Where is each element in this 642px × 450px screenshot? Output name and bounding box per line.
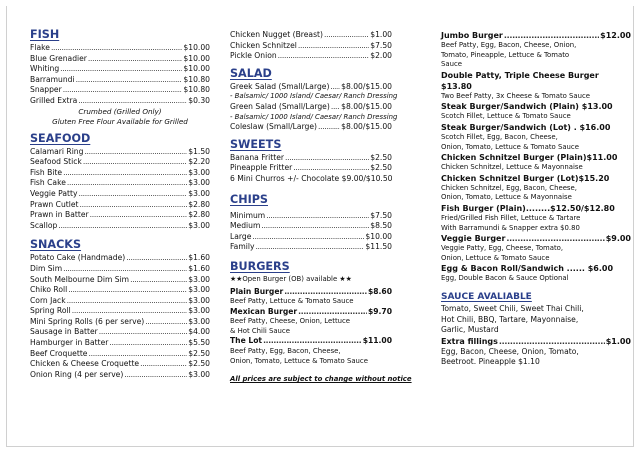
menu-item-name: Steak Burger/Sandwich (Lot) . $16.00 [441,122,611,132]
menu-item: Blue Grenadier ..... $10.00 [30,54,210,65]
menu-item: Fish Cake ..... $3.00 [30,178,210,189]
menu-item: Family ..... $11.50 [230,242,392,253]
menu-item: Chicken & Cheese Croquette ..... $2.50 [30,359,210,370]
menu-item-name: Double Patty, Triple Cheese Burger [441,70,599,80]
menu-item: Barramundi ..... $10.80 [30,75,210,86]
sauce-list: Hot Chili, BBQ, Tartare, Mayonnaise, [441,314,579,324]
menu-item: Chiko Roll ..... $3.00 [30,285,210,296]
menu-item: Mini Spring Rolls (6 per serve) ..... $3.00 [30,317,210,328]
menu-item: Beef Croquette ..... $2.50 [30,349,210,360]
section-title-seafood: SEAFOOD [30,131,91,145]
seafood-list [30,147,210,232]
menu-item-price: $13.80 [441,81,472,91]
menu-item: Jumbo Burger ..... $12.00 [441,30,631,41]
fish-note: Crumbed (Grilled Only) [78,106,162,116]
dressing-options: - Balsamic/ 1000 Island/ Caesar/ Ranch Dressing [230,92,398,101]
menu-item: Plain Burger ..... $8.60 [230,287,392,298]
section-title-sweets: SWEETS [230,137,282,151]
menu-item: Dim Sim ..... $1.60 [30,264,210,275]
dressing-options: - Balsamic/ 1000 Island/ Caesar/ Ranch Dressing [230,112,398,121]
menu-item: Snapper ..... $10.80 [30,85,210,96]
item-description: Onion, Tomato, Lettuce & Mayonnaise [441,193,572,202]
sauce-list: Tomato, Sweet Chili, Sweet Thai Chili, [441,303,584,313]
menu-column-3 [441,30,631,368]
menu-item: Minimum ..... $7.50 [230,211,392,222]
menu-item: 6 Mini Churros +/- Chocolate $9.00/$10.50 [230,173,393,183]
item-description: Scotch Fillet, Egg, Bacon, Cheese, [441,132,558,141]
menu-item: The Lot ..... $11.00 [230,336,392,347]
gluten-free-note: Gluten Free Flour Available for Grilled [52,116,188,126]
menu-item-name: Chicken Schnitzel Burger (Lot)$15.20 [441,173,610,183]
menu-column-1 [30,26,210,380]
section-title-salad: SALAD [230,66,272,80]
item-description: Sauce [441,60,462,69]
menu-item: Scallop ..... $3.00 [30,221,210,232]
extra-fillings-list: Beetroot. Pineapple $1.10 [441,357,540,367]
item-description: Onion, Tomato, Lettuce & Tomato Sauce [441,142,579,151]
item-description: Beef Patty, Egg, Bacon, Cheese, [230,347,341,356]
menu-item-name: Fish Burger (Plain)........$12.50/$12.80 [441,203,615,213]
menu-column-2 [230,30,412,385]
menu-item: Coleslaw (Small/Large) ..... $8.00/$15.00 [230,122,392,133]
menu-item: Chicken Schnitzel ..... $7.50 [230,41,392,52]
menu-item: Prawn Cutlet ..... $2.80 [30,200,210,211]
item-description: Two Beef Patty, 3x Cheese & Tomato Sauce [441,91,591,100]
menu-item: Hamburger in Batter ..... $5.50 [30,338,210,349]
price-disclaimer: All prices are subject to change without notice [230,375,412,384]
menu-item-name: Steak Burger/Sandwich (Plain) $13.00 [441,102,613,112]
menu-item-name: Egg & Bacon Roll/Sandwich ...... $6.00 [441,264,614,274]
section-title-chips: CHIPS [230,192,268,206]
menu-item: Spring Roll ..... $3.00 [30,306,210,317]
menu-item: Large ..... $10.00 [230,232,392,243]
section-title-burgers: BURGERS [230,259,290,273]
section-title-fish: FISH [30,28,60,41]
menu-item: Extra fillings ..... $1.00 [441,336,631,347]
menu-item: Onion Ring (4 per serve) ..... $3.00 [30,370,210,381]
item-description: Egg, Double Bacon & Sauce Optional [441,274,569,283]
item-description: Onion, Tomato, Lettuce & Tomato Sauce [230,356,368,365]
menu-item: Corn Jack ..... $3.00 [30,296,210,307]
item-description: Tomato, Pineapple, Lettuce & Tomato [441,50,570,59]
menu-item: South Melbourne Dim Sim ..... $3.00 [30,275,210,286]
fish-list [30,43,210,127]
menu-item: Grilled Extra ..... $0.30 [30,96,210,107]
menu-item: Calamari Ring ..... $1.50 [30,147,210,158]
menu-item: Pickle Onion ..... $2.00 [230,51,392,62]
menu-item: Veggie Patty ..... $3.00 [30,189,210,200]
item-description: Scotch Fillet, Lettuce & Tomato Sauce [441,112,571,121]
item-description: With Barramundi & Snapper extra $0.80 [441,223,580,232]
item-description: & Hot Chili Sauce [230,326,290,335]
menu-item: Sausage in Batter ..... $4.00 [30,327,210,338]
extra-fillings-list: Egg, Bacon, Cheese, Onion, Tomato, [441,346,579,356]
menu-item: Potato Cake (Handmade) ..... $1.60 [30,253,210,264]
menu-item: Veggie Burger ..... $9.00 [441,233,631,244]
menu-item: Mexican Burger ..... $9.70 [230,307,392,318]
item-description: Chicken Schnitzel, Egg, Bacon, Cheese, [441,183,577,192]
item-description: Beef Patty, Egg, Bacon, Cheese, Onion, [441,41,577,49]
menu-item-name: Chicken Schnitzel Burger (Plain)$11.00 [441,153,618,163]
item-description: Chicken Schnitzel, Lettuce & Mayonnaise [441,163,583,172]
open-burger-note: ★★Open Burger (OB) available ★★ [230,274,352,283]
menu-item: Chicken Nugget (Breast) ..... $1.00 [230,30,392,41]
item-description: Onion, Lettuce & Tomato Sauce [441,253,550,262]
menu-item: Flake ..... $10.00 [30,43,210,54]
menu-item: Fish Bite ..... $3.00 [30,168,210,179]
menu-item: Prawn in Batter ..... $2.80 [30,210,210,221]
section-title-snacks: SNACKS [30,238,82,252]
section-title-sauce: SAUCE AVALIABLE [441,291,532,302]
menu-item: Medium ..... $8.50 [230,221,392,232]
menu-item: Whiting ..... $10.00 [30,64,210,75]
menu-item: Banana Fritter ..... $2.50 [230,153,392,164]
sauce-list: Garlic, Mustard [441,325,499,335]
item-description: Fried/Grilled Fish Fillet, Lettuce & Tartare [441,213,581,222]
menu-item: Greek Salad (Small/Large) ..... $8.00/$15.00 [230,82,392,93]
item-description: Beef Patty, Lettuce & Tomato Sauce [230,297,354,306]
snacks-list [30,253,210,380]
menu-item: Seafood Stick ..... $2.20 [30,157,210,168]
menu-item: Pineapple Fritter ..... $2.50 [230,163,392,174]
item-description: Beef Patty, Cheese, Onion, Lettuce [230,317,351,326]
menu-item: Green Salad (Small/Large) ..... $8.00/$15.00 [230,102,392,113]
item-description: Veggie Patty, Egg, Cheese, Tomato, [441,244,564,253]
